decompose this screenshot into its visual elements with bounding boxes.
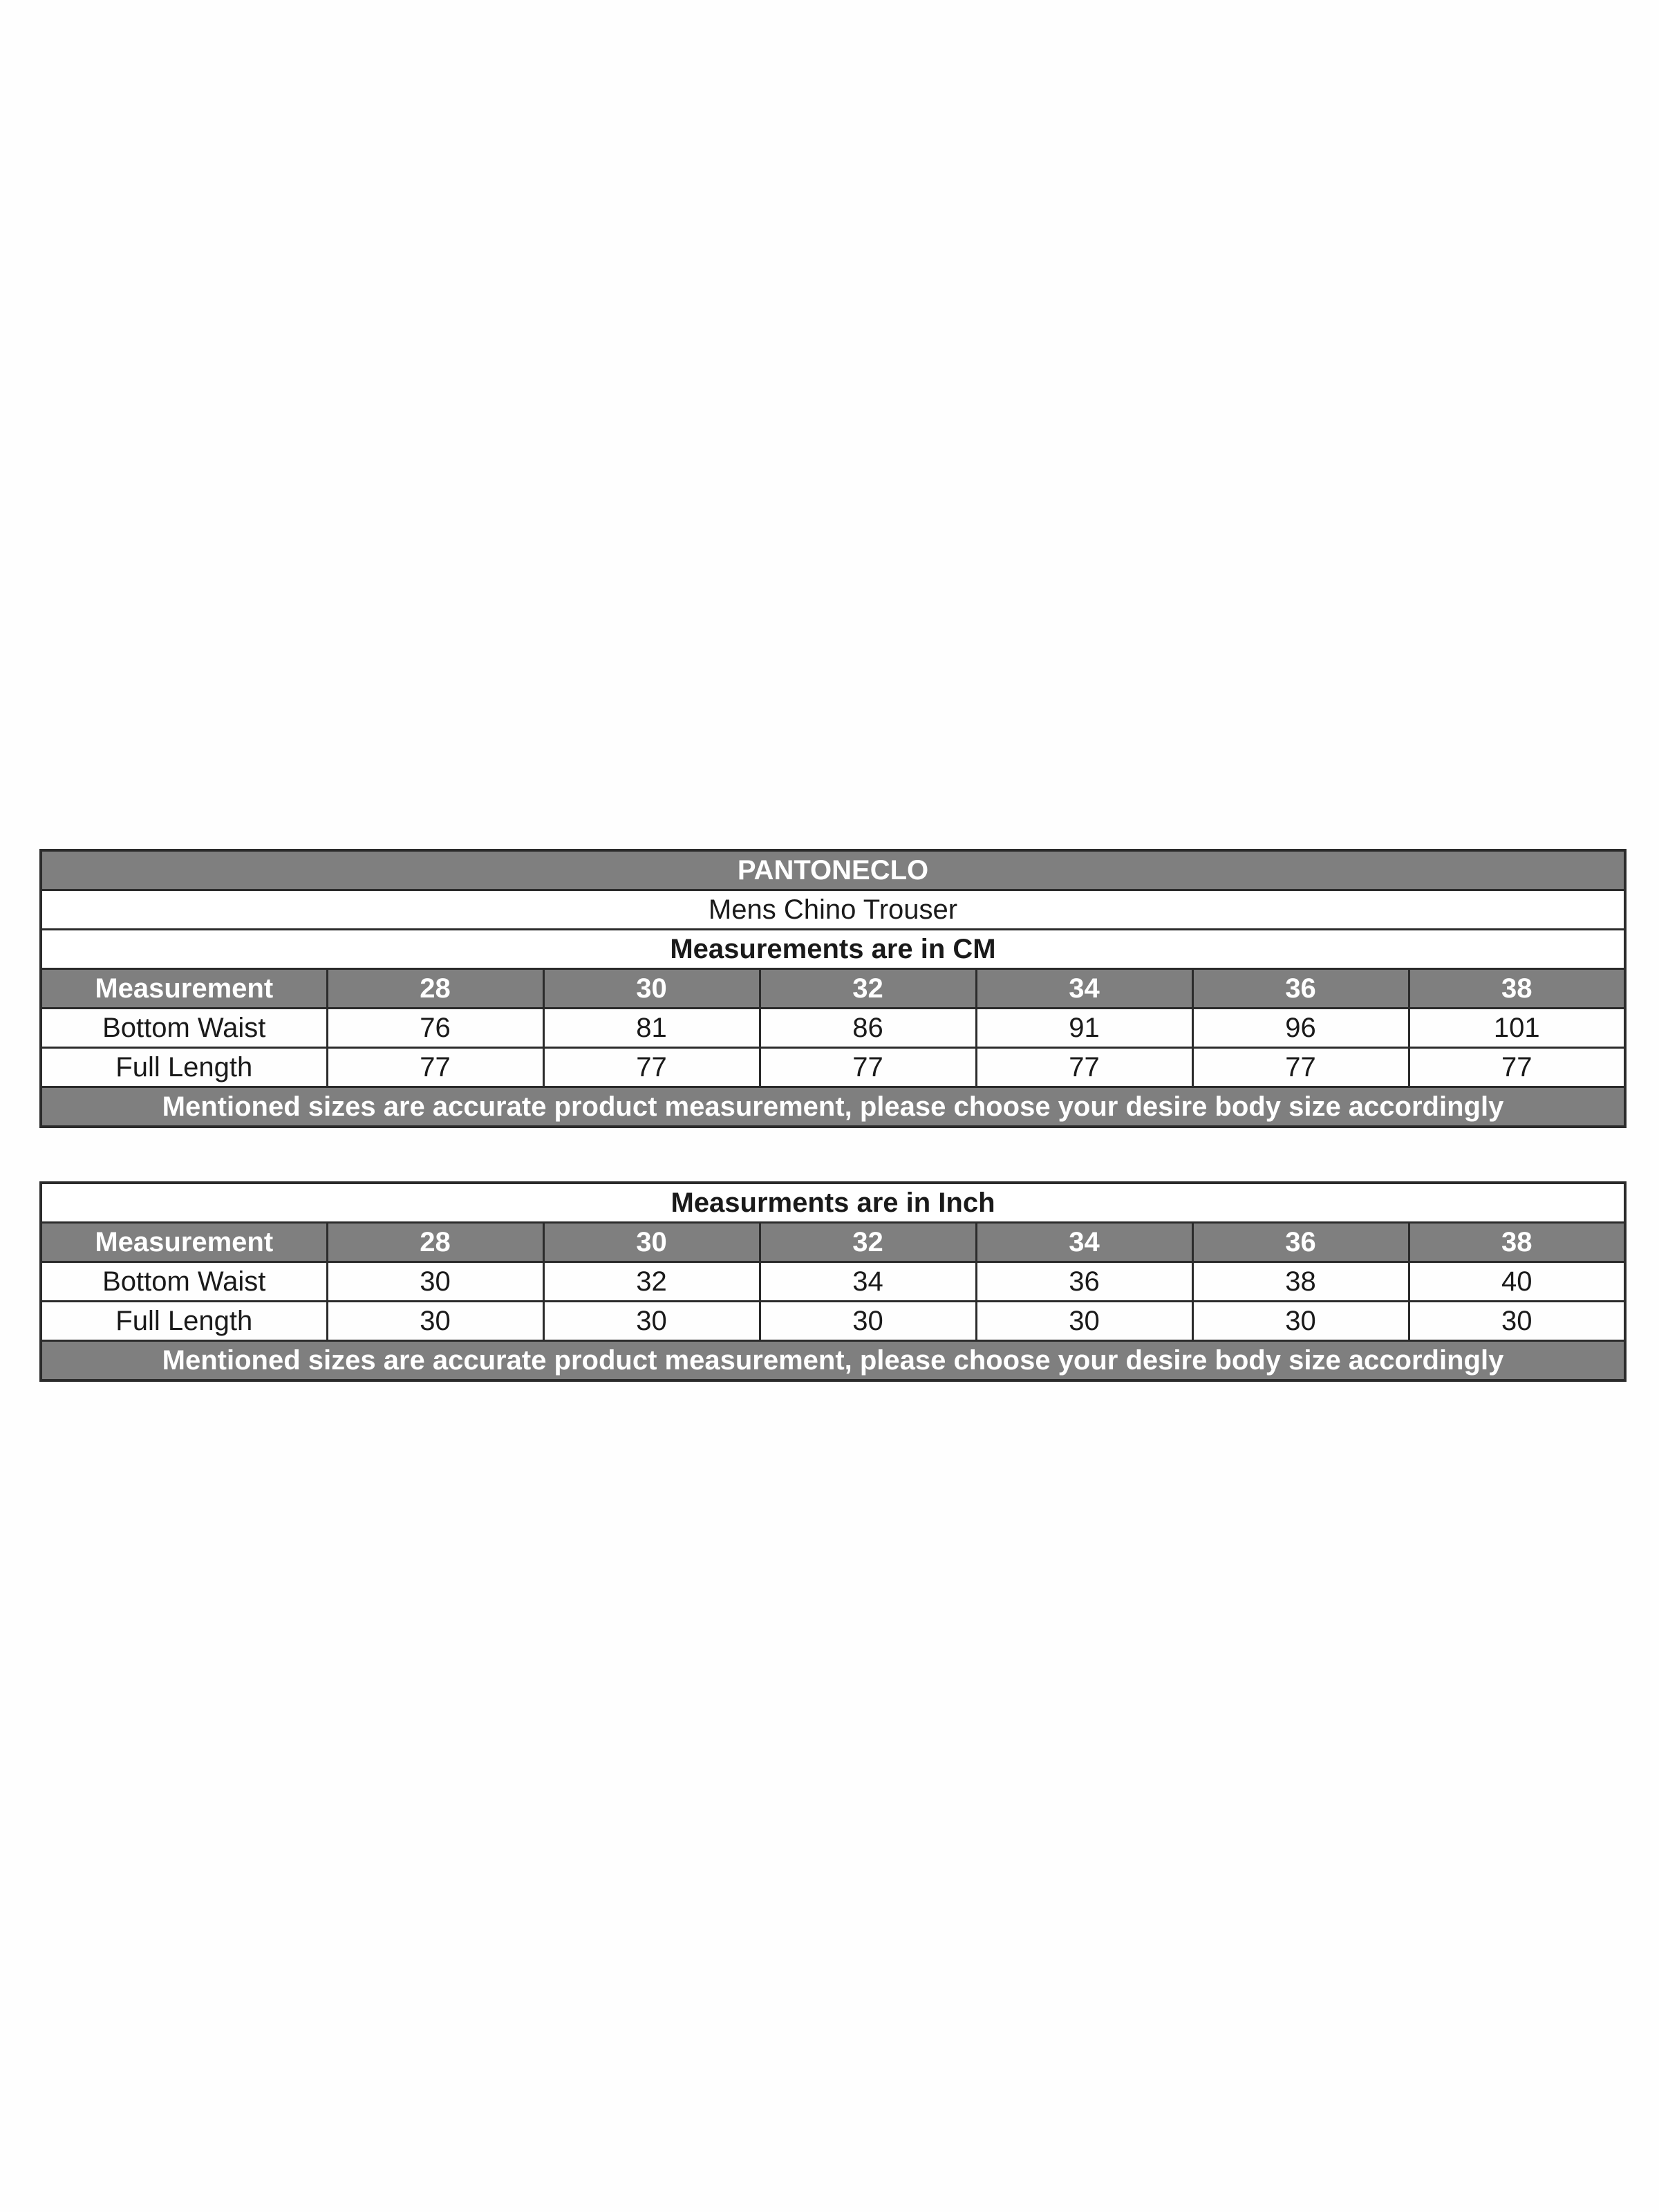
product-title: Mens Chino Trouser <box>41 890 1625 930</box>
row-label: Full Length <box>41 1048 327 1087</box>
header-cell: 32 <box>760 969 976 1009</box>
table-cell: 38 <box>1192 1262 1409 1302</box>
table-row <box>41 1302 1625 1341</box>
header-cell: 28 <box>327 969 543 1009</box>
size-header-row <box>41 969 1625 1009</box>
brand-title: PANTONECLO <box>41 850 1625 890</box>
header-cell: 36 <box>1192 969 1409 1009</box>
product-row <box>41 890 1625 930</box>
units-title-cm: Measurements are in CM <box>41 930 1625 969</box>
table-cell: 96 <box>1192 1009 1409 1048</box>
table-cell: 81 <box>543 1009 760 1048</box>
size-note: Mentioned sizes are accurate product measurement, please choose your desire body size accordingly <box>41 1087 1625 1127</box>
table-cell: 91 <box>976 1009 1192 1048</box>
row-label: Bottom Waist <box>41 1262 327 1302</box>
table-cell: 30 <box>327 1302 543 1341</box>
table-cell: 30 <box>760 1302 976 1341</box>
header-cell: Measurement <box>41 1223 327 1262</box>
table-cell: 101 <box>1409 1009 1625 1048</box>
header-cell: Measurement <box>41 969 327 1009</box>
table-cell: 77 <box>760 1048 976 1087</box>
table-cell: 30 <box>327 1262 543 1302</box>
table-cell: 77 <box>1409 1048 1625 1087</box>
table-cell: 77 <box>1192 1048 1409 1087</box>
table-row <box>41 1262 1625 1302</box>
table-cell: 30 <box>1192 1302 1409 1341</box>
units-title-inch: Measurments are in Inch <box>41 1183 1625 1223</box>
header-cell: 34 <box>976 1223 1192 1262</box>
size-chart-cm-table <box>39 849 1627 1128</box>
table-cell: 30 <box>1409 1302 1625 1341</box>
table-cell: 86 <box>760 1009 976 1048</box>
table-cell: 34 <box>760 1262 976 1302</box>
table-cell: 30 <box>976 1302 1192 1341</box>
brand-row <box>41 850 1625 890</box>
note-row <box>41 1087 1625 1127</box>
size-chart-inch-table <box>39 1181 1627 1382</box>
units-row <box>41 1183 1625 1223</box>
table-cell: 40 <box>1409 1262 1625 1302</box>
header-cell: 34 <box>976 969 1192 1009</box>
row-label: Full Length <box>41 1302 327 1341</box>
header-cell: 36 <box>1192 1223 1409 1262</box>
table-cell: 32 <box>543 1262 760 1302</box>
header-cell: 38 <box>1409 1223 1625 1262</box>
note-row <box>41 1341 1625 1381</box>
units-row <box>41 930 1625 969</box>
table-cell: 76 <box>327 1009 543 1048</box>
table-cell: 30 <box>543 1302 760 1341</box>
size-header-row <box>41 1223 1625 1262</box>
header-cell: 28 <box>327 1223 543 1262</box>
table-row <box>41 1048 1625 1087</box>
table-cell: 77 <box>543 1048 760 1087</box>
table-cell: 77 <box>327 1048 543 1087</box>
table-row <box>41 1009 1625 1048</box>
header-cell: 32 <box>760 1223 976 1262</box>
header-cell: 38 <box>1409 969 1625 1009</box>
table-cell: 77 <box>976 1048 1192 1087</box>
table-cell: 36 <box>976 1262 1192 1302</box>
size-note: Mentioned sizes are accurate product measurement, please choose your desire body size accordingly <box>41 1341 1625 1381</box>
header-cell: 30 <box>543 969 760 1009</box>
header-cell: 30 <box>543 1223 760 1262</box>
row-label: Bottom Waist <box>41 1009 327 1048</box>
